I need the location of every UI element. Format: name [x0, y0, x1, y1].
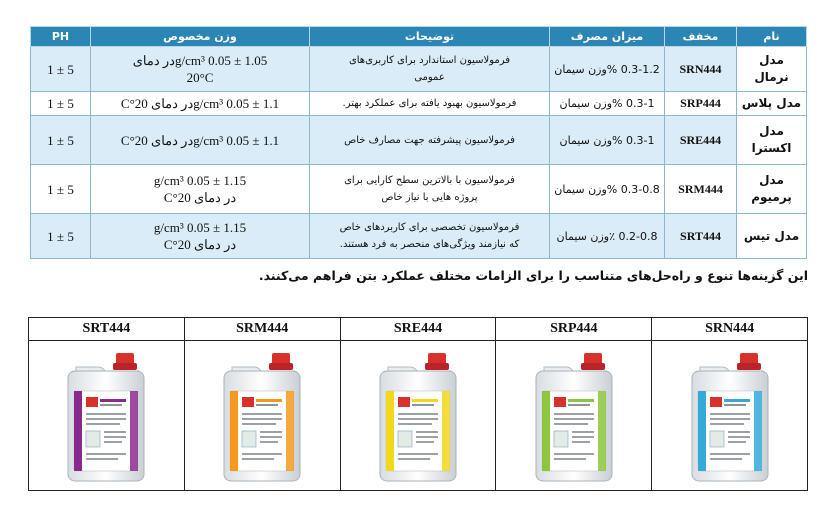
header-density: وزن مخصوص — [91, 27, 310, 47]
cell-name — [737, 47, 807, 92]
density-line: در دمای 20°C — [163, 190, 237, 205]
product-card — [340, 318, 496, 490]
product-code: SRM444 — [185, 318, 340, 341]
cell-dosage: 0.3-1.2 %وزن سیمان — [550, 47, 665, 92]
cell-density — [91, 214, 310, 259]
cell-description — [310, 92, 550, 116]
header-name: نام — [737, 27, 807, 47]
table-header-row — [31, 27, 807, 47]
density-line: در دمای 20°C — [163, 237, 237, 252]
cell-ph: 5 ± 1 — [31, 116, 91, 165]
description-line: پروژه هایی با نیاز خاص — [381, 192, 478, 203]
cell-dosage: 0.3-0.8 %وزن سیمان — [550, 165, 665, 214]
cell-ph: 5 ± 1 — [31, 47, 91, 92]
product-code: SRE444 — [341, 318, 496, 341]
cell-ph: 5 ± 1 — [31, 92, 91, 116]
cell-ph: 5 ± 1 — [31, 214, 91, 259]
cell-density — [91, 116, 310, 165]
product-code: SRP444 — [496, 318, 651, 341]
cell-density — [91, 92, 310, 116]
product-spec-table — [30, 26, 807, 259]
product-code: SRN444 — [652, 318, 807, 341]
description-line: فرمولاسیون پیشرفته جهت مصارف خاص — [344, 134, 515, 146]
name-text: مدل نرمال — [754, 53, 789, 84]
product-gallery — [28, 317, 808, 491]
canister-icon — [526, 347, 622, 485]
description-line: که نیازمند ویژگی‌های منحصر به فرد هستند. — [339, 239, 520, 250]
canister-icon — [682, 347, 778, 485]
cell-code: SRT444 — [665, 214, 737, 259]
product-code: SRT444 — [29, 318, 184, 341]
product-card — [29, 318, 184, 490]
header-code: مخفف — [665, 27, 737, 47]
header-ph: PH — [31, 27, 91, 47]
table-row — [31, 116, 807, 165]
cell-code: SRM444 — [665, 165, 737, 214]
summary-caption: این گزینه‌ها تنوع و راه‌حل‌های متناسب را برای الزامات مختلف عملکرد بتن فراهم می‌کنند. — [258, 268, 808, 283]
header-dosage: میزان مصرف — [550, 27, 665, 47]
description-line: فرمولاسیون بهبود یافته برای عملکرد بهتر. — [342, 98, 517, 109]
product-card — [651, 318, 807, 490]
name-text: مدل — [759, 124, 784, 138]
cell-density — [91, 47, 310, 92]
table-row — [31, 214, 807, 259]
density-line: 20°C — [186, 70, 214, 85]
description-line: فرمولاسیون استاندارد برای کاربری‌های — [348, 55, 511, 66]
table-row — [31, 47, 807, 92]
cell-description — [310, 47, 550, 92]
cell-description — [310, 116, 550, 165]
density-line: 1.15 ± 0.05 g/cm³ — [153, 173, 247, 188]
canister-icon — [370, 347, 466, 485]
table-row — [31, 92, 807, 116]
density-line: 1.1 ± 0.05 g/cm³در دمای 20°C — [120, 96, 280, 111]
density-line: 1.1 ± 0.05 g/cm³در دمای 20°C — [120, 132, 280, 148]
cell-density — [91, 165, 310, 214]
canister-icon — [214, 347, 310, 485]
cell-name — [737, 116, 807, 165]
table-row — [31, 165, 807, 214]
name-text: مدل تیس — [743, 228, 800, 243]
cell-code: SRN444 — [665, 47, 737, 92]
description-line: فرمولاسیون با بالاترین سطح کارایی برای — [344, 175, 515, 186]
cell-dosage: 0.3-1 %وزن سیمان — [550, 92, 665, 116]
name-text: پرمیوم — [751, 190, 792, 204]
cell-description — [310, 165, 550, 214]
cell-name — [737, 92, 807, 116]
canister-icon — [58, 347, 154, 485]
product-card — [495, 318, 651, 490]
name-text: مدل — [759, 173, 784, 187]
name-text: اکسترا — [751, 141, 792, 155]
density-line: 1.15 ± 0.05 g/cm³ — [153, 220, 247, 235]
product-image — [652, 341, 807, 490]
cell-dosage: 0.3-1 %وزن سیمان — [550, 116, 665, 165]
cell-name — [737, 165, 807, 214]
description-line: عمومی — [414, 72, 445, 83]
product-card — [184, 318, 340, 490]
product-image — [29, 341, 184, 490]
cell-code: SRP444 — [665, 92, 737, 116]
cell-description — [310, 214, 550, 259]
density-line: 1.05 ± 0.05 g/cm³در دمای — [132, 53, 268, 68]
product-image — [185, 341, 340, 490]
cell-name — [737, 214, 807, 259]
cell-code: SRE444 — [665, 116, 737, 165]
cell-ph: 5 ± 1 — [31, 165, 91, 214]
header-description: توضیحات — [310, 27, 550, 47]
product-image — [341, 341, 496, 490]
description-line: فرمولاسیون تخصصی برای کاربردهای خاص — [339, 222, 520, 233]
product-image — [496, 341, 651, 490]
cell-dosage: 0.2-0.8 ٪وزن سیمان — [550, 214, 665, 259]
name-text: مدل پلاس — [741, 96, 802, 110]
